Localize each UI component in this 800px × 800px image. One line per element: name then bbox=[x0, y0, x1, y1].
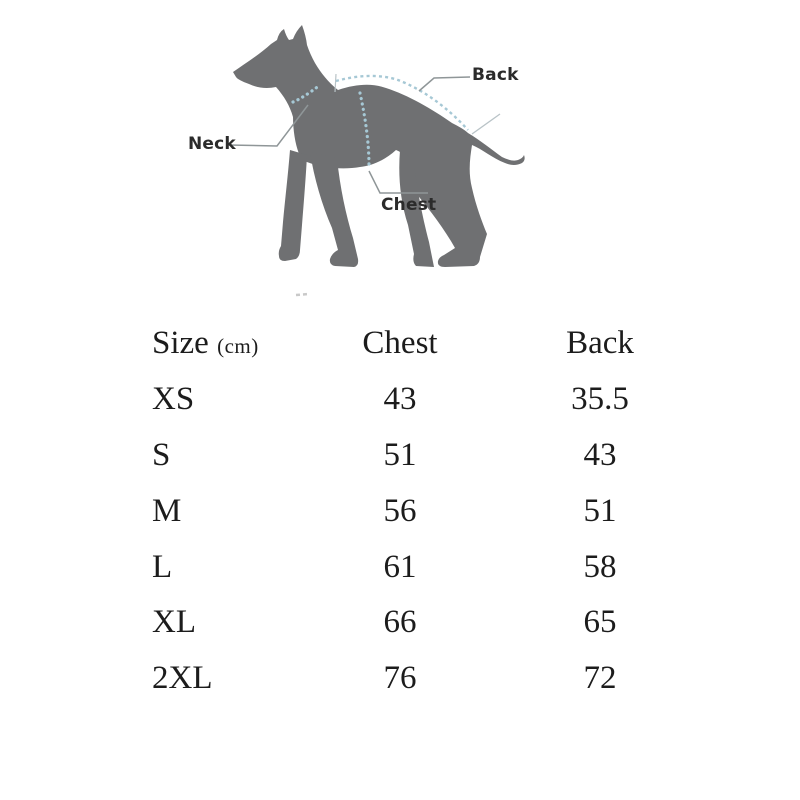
size-cell: M bbox=[152, 492, 182, 529]
back-cell: 65 bbox=[583, 604, 617, 641]
chest-cell: 76 bbox=[383, 660, 417, 697]
table-row bbox=[140, 595, 700, 651]
chest-cell: 61 bbox=[383, 548, 417, 585]
size-cell: XS bbox=[152, 381, 195, 418]
header-back-label: Back bbox=[566, 325, 634, 362]
back-cell: 51 bbox=[583, 492, 617, 529]
chest-cell: 56 bbox=[383, 492, 417, 529]
table-row bbox=[140, 651, 700, 707]
size-cell: XL bbox=[152, 604, 196, 641]
header-size-unit: (cm) bbox=[217, 334, 259, 359]
size-table-header bbox=[140, 316, 700, 372]
back-label: Back bbox=[472, 65, 519, 85]
back-cell: 58 bbox=[583, 548, 617, 585]
table-row bbox=[140, 372, 700, 428]
back-cell: 72 bbox=[583, 660, 617, 697]
ground-mark bbox=[296, 294, 309, 295]
dog-near-front-leg bbox=[310, 152, 358, 267]
header-chest-label: Chest bbox=[362, 325, 438, 362]
chest-cell: 51 bbox=[383, 436, 417, 473]
back-leader-line bbox=[419, 77, 470, 91]
dog-far-front-leg bbox=[279, 150, 307, 261]
size-cell: 2XL bbox=[152, 660, 213, 697]
dog-diagram-canvas bbox=[150, 10, 570, 310]
size-cell: L bbox=[152, 548, 173, 585]
size-table bbox=[140, 316, 700, 707]
header-size-label: Size bbox=[152, 325, 209, 362]
dog-measurement-diagram bbox=[150, 10, 570, 310]
table-row bbox=[140, 539, 700, 595]
neck-label: Neck bbox=[188, 134, 236, 154]
chest-cell: 43 bbox=[383, 381, 417, 418]
back-cell: 35.5 bbox=[571, 381, 629, 418]
size-cell: S bbox=[152, 436, 171, 473]
table-row bbox=[140, 483, 700, 539]
header-size-cell bbox=[140, 325, 300, 362]
table-row bbox=[140, 428, 700, 484]
chest-label: Chest bbox=[381, 195, 437, 215]
chest-cell: 66 bbox=[383, 604, 417, 641]
tail-leader-line bbox=[472, 114, 500, 134]
back-cell: 43 bbox=[583, 436, 617, 473]
